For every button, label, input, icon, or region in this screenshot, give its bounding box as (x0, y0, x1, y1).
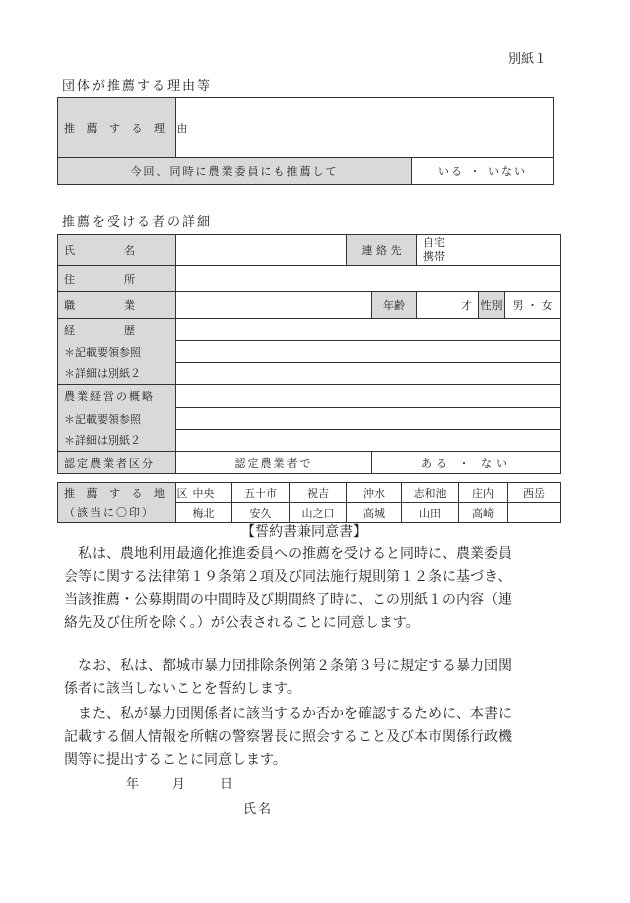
history-line-3[interactable] (176, 363, 561, 385)
nominee-details-table (57, 234, 561, 474)
farm-note-1: ＊記載要領参照 (58, 408, 176, 430)
occupation-label: 職 業 (58, 292, 176, 319)
district-option[interactable]: 西岳 (508, 483, 561, 503)
pledge-line: 関等に提出することに同意します。 (64, 752, 287, 768)
reason-field[interactable] (176, 98, 554, 158)
concurrent-question: 今回、同時に農業委員にも推薦して (58, 158, 412, 185)
signature-label: 氏名 (243, 802, 274, 817)
farm-label: 農業経営の概略 (58, 385, 176, 408)
district-option[interactable]: 祝吉 (290, 483, 347, 503)
pledge-line: また、私が暴力団関係者に該当するか否かを確認するために、本書に (78, 706, 512, 722)
pledge-line: 会等に関する法律第１９条第２項及び同法施行規則第１２条に基づき、 (64, 569, 512, 585)
pledge-line: 当該推薦・公募期間の中間時及び期間終了時に、この別紙１の内容（連 (64, 592, 512, 608)
pledge-title: 【誓約書兼同意書】 (241, 524, 367, 540)
gender-label: 性別 (479, 292, 505, 319)
history-line-2[interactable] (176, 341, 561, 363)
district-option[interactable]: 高崎 (459, 503, 508, 523)
pledge-line: なお、私は、都城市暴力団排除条例第２条第３号に規定する暴力団関 (78, 658, 512, 674)
address-label: 住 所 (58, 266, 176, 292)
district-label: 推 薦 す る 地 区 (58, 483, 176, 503)
reason-label: 推 薦 す る 理 由 (58, 98, 176, 158)
pledge-line: 私は、農地利用最適化推進委員への推薦を受けると同時に、農業委員 (78, 546, 512, 562)
contact-field[interactable] (417, 235, 561, 266)
district-option[interactable]: 山田 (402, 503, 459, 523)
farm-note-2: ＊詳細は別紙２ (58, 430, 176, 452)
district-option[interactable]: 五十市 (232, 483, 290, 503)
date-month: 月 (172, 777, 186, 792)
name-label: 氏 名 (58, 235, 176, 266)
history-note-1: ＊記載要領参照 (58, 341, 176, 363)
farm-line-2[interactable] (176, 408, 561, 430)
recommendation-reason-table (57, 97, 554, 185)
name-field[interactable] (176, 235, 347, 266)
district-table (57, 482, 561, 523)
pledge-line: 係者に該当しないことを誓約します。 (64, 681, 301, 697)
history-note-2: ＊詳細は別紙２ (58, 363, 176, 385)
district-note: （該当に〇印） (58, 503, 176, 523)
contact-label: 連 絡 先 (347, 235, 417, 266)
concurrent-options[interactable]: いる ・ いない (412, 158, 554, 185)
district-option[interactable]: 安久 (232, 503, 290, 523)
contact-home: 自宅 (423, 236, 446, 249)
farm-line-1[interactable] (176, 385, 561, 408)
section2-title: 推薦を受ける者の詳細 (62, 215, 213, 230)
certified-question: 認定農業者で (176, 452, 372, 474)
history-label: 経 歴 (58, 319, 176, 341)
certified-label: 認定農業者区分 (58, 452, 176, 474)
district-option[interactable]: 梅北 (176, 503, 232, 523)
certified-options[interactable]: ある ・ ない (372, 452, 561, 474)
attachment-label: 別紙１ (508, 52, 548, 67)
district-option[interactable]: 山之口 (290, 503, 347, 523)
district-option[interactable]: 庄内 (459, 483, 508, 503)
farm-line-3[interactable] (176, 430, 561, 452)
district-option[interactable]: 高城 (347, 503, 402, 523)
pledge-line: 絡先及び住所を除く。）が公表されることに同意します。 (64, 615, 420, 631)
district-option[interactable]: 沖水 (347, 483, 402, 503)
age-field[interactable]: 才 (417, 292, 479, 319)
age-label: 年齢 (372, 292, 417, 319)
pledge-paragraph-2 (64, 655, 512, 701)
pledge-paragraph-3 (64, 703, 512, 772)
contact-mobile: 携帯 (423, 250, 446, 263)
district-option[interactable]: 志和池 (402, 483, 459, 503)
date-year: 年 (126, 777, 140, 792)
gender-options[interactable]: 男 ・ 女 (505, 292, 561, 319)
section1-title: 団体が推薦する理由等 (62, 79, 213, 94)
history-line-1[interactable] (176, 319, 561, 341)
date-day: 日 (220, 777, 234, 792)
address-field[interactable] (176, 266, 561, 292)
district-option[interactable]: 中央 (176, 483, 232, 503)
pledge-paragraph-1 (64, 543, 512, 635)
pledge-line: 記載する個人情報を所轄の警察署長に照会すること及び本市関係行政機 (64, 729, 512, 745)
district-empty-cell (508, 503, 561, 523)
occupation-field[interactable] (176, 292, 372, 319)
